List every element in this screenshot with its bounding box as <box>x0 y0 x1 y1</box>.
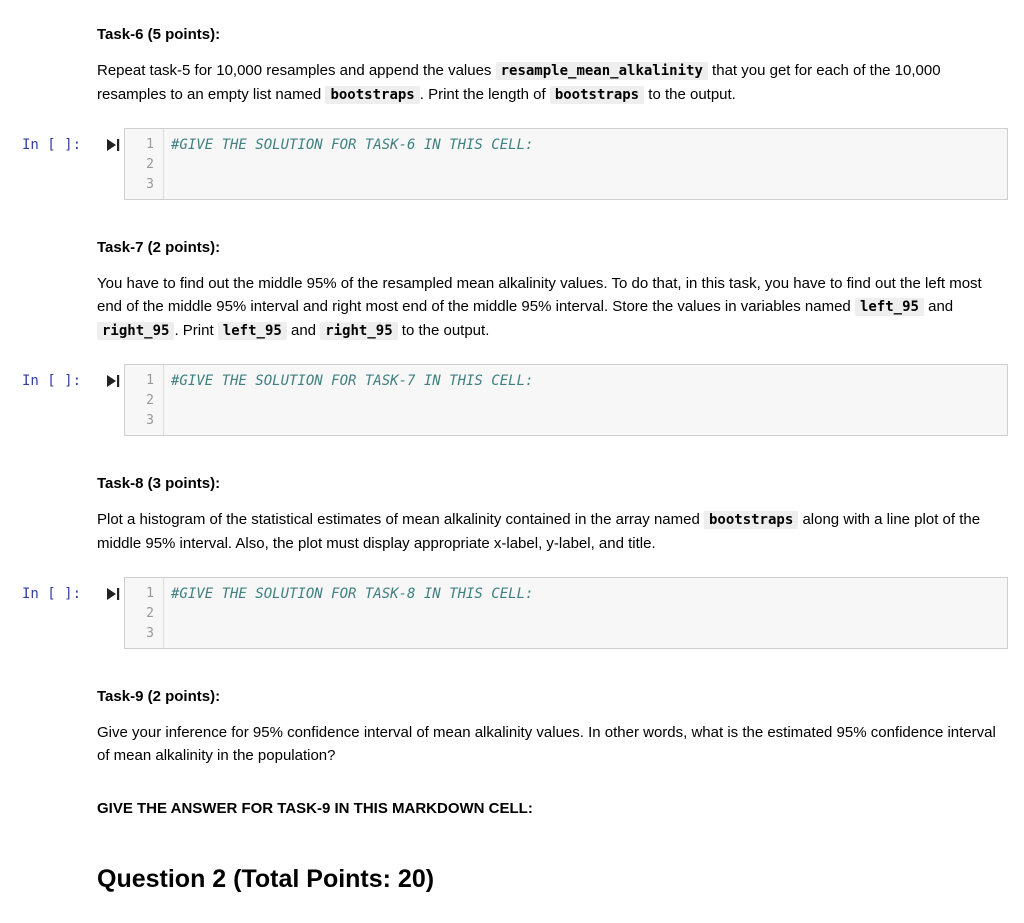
code-editor-text[interactable]: #GIVE THE SOLUTION FOR TASK-6 IN THIS CELL: <box>171 137 534 153</box>
markdown-cell-task8 <box>97 472 997 555</box>
cell3-prompt: In [ ]: <box>22 586 82 602</box>
task6-text-3: . Print the length of <box>419 86 550 103</box>
cell2-prompt: In [ ]: <box>22 373 82 389</box>
task6-code-bootstraps-1: bootstraps <box>325 86 419 104</box>
line-number-gutter <box>125 578 164 648</box>
task9-heading: Task-9 (2 points): <box>97 688 221 705</box>
run-cell-icon[interactable] <box>106 138 120 152</box>
task6-heading: Task-6 (5 points): <box>97 26 221 43</box>
cell1-prompt: In [ ]: <box>22 137 82 153</box>
task7-text-2: and <box>923 298 954 315</box>
markdown-cell-task7 <box>97 236 997 343</box>
task7-description <box>97 272 997 343</box>
task6-code-bootstraps-2: bootstraps <box>550 86 644 104</box>
task7-code-left95-1: left_95 <box>855 298 924 316</box>
task6-text-4: to the output. <box>644 86 736 103</box>
line-number: 2 <box>146 393 154 408</box>
code-editor-text[interactable]: #GIVE THE SOLUTION FOR TASK-8 IN THIS CELL: <box>171 586 534 602</box>
line-number: 3 <box>146 413 154 428</box>
task7-heading: Task-7 (2 points): <box>97 239 221 256</box>
task8-text-1: Plot a histogram of the statistical estimates of mean alkalinity contained in the array named <box>97 511 704 528</box>
task9-answer-label: GIVE THE ANSWER FOR TASK-9 IN THIS MARKDOWN CELL: <box>97 800 533 817</box>
code-cell-task7[interactable] <box>124 364 1008 436</box>
code-cell-task8[interactable] <box>124 577 1008 649</box>
line-number: 3 <box>146 177 154 192</box>
markdown-cell-task9 <box>97 685 997 767</box>
line-number: 2 <box>146 606 154 621</box>
task6-text-1: Repeat task-5 for 10,000 resamples and append the values <box>97 62 496 79</box>
task6-text-2: that you get for each of the 10,000 resamples to an empty list named <box>97 62 941 103</box>
line-number: 1 <box>146 586 154 601</box>
task7-text-5: to the output. <box>397 322 490 339</box>
code-cell-task6[interactable] <box>124 128 1008 200</box>
line-number: 2 <box>146 157 154 172</box>
task7-text-4: and <box>286 322 321 339</box>
task6-code-resample: resample_mean_alkalinity <box>496 62 708 80</box>
task8-heading: Task-8 (3 points): <box>97 475 221 492</box>
code-editor-text[interactable]: #GIVE THE SOLUTION FOR TASK-7 IN THIS CELL: <box>171 373 534 389</box>
line-number: 3 <box>146 626 154 641</box>
task7-text-1: You have to find out the middle 95% of the resampled mean alkalinity values. To do that, in this task, you have to find out the left most end of the middle 95% interval and right most end of the middle 95% interval. Store the values in variables named <box>97 275 982 315</box>
task7-text-3: . Print <box>174 322 218 339</box>
markdown-cell-task6 <box>97 23 997 107</box>
line-number: 1 <box>146 137 154 152</box>
run-cell-icon[interactable] <box>106 587 120 601</box>
task6-description <box>97 59 997 107</box>
task7-code-right95-1: right_95 <box>97 322 174 340</box>
line-number-gutter <box>125 129 164 199</box>
task7-code-left95-2: left_95 <box>218 322 287 340</box>
task8-code-bootstraps: bootstraps <box>704 511 798 529</box>
run-cell-icon[interactable] <box>106 374 120 388</box>
line-number-gutter <box>125 365 164 435</box>
task7-code-right95-2: right_95 <box>320 322 397 340</box>
task8-description <box>97 508 997 555</box>
task9-description: Give your inference for 95% confidence interval of mean alkalinity values. In other words, what is the estimated 95% confidence interval of mean alkalinity in the population? <box>97 724 996 764</box>
question2-heading: Question 2 (Total Points: 20) <box>97 865 435 893</box>
task8-text-2: along with a line plot of the middle 95% interval. Also, the plot must display appropriate x-label, y-label, and title. <box>97 511 981 552</box>
line-number: 1 <box>146 373 154 388</box>
